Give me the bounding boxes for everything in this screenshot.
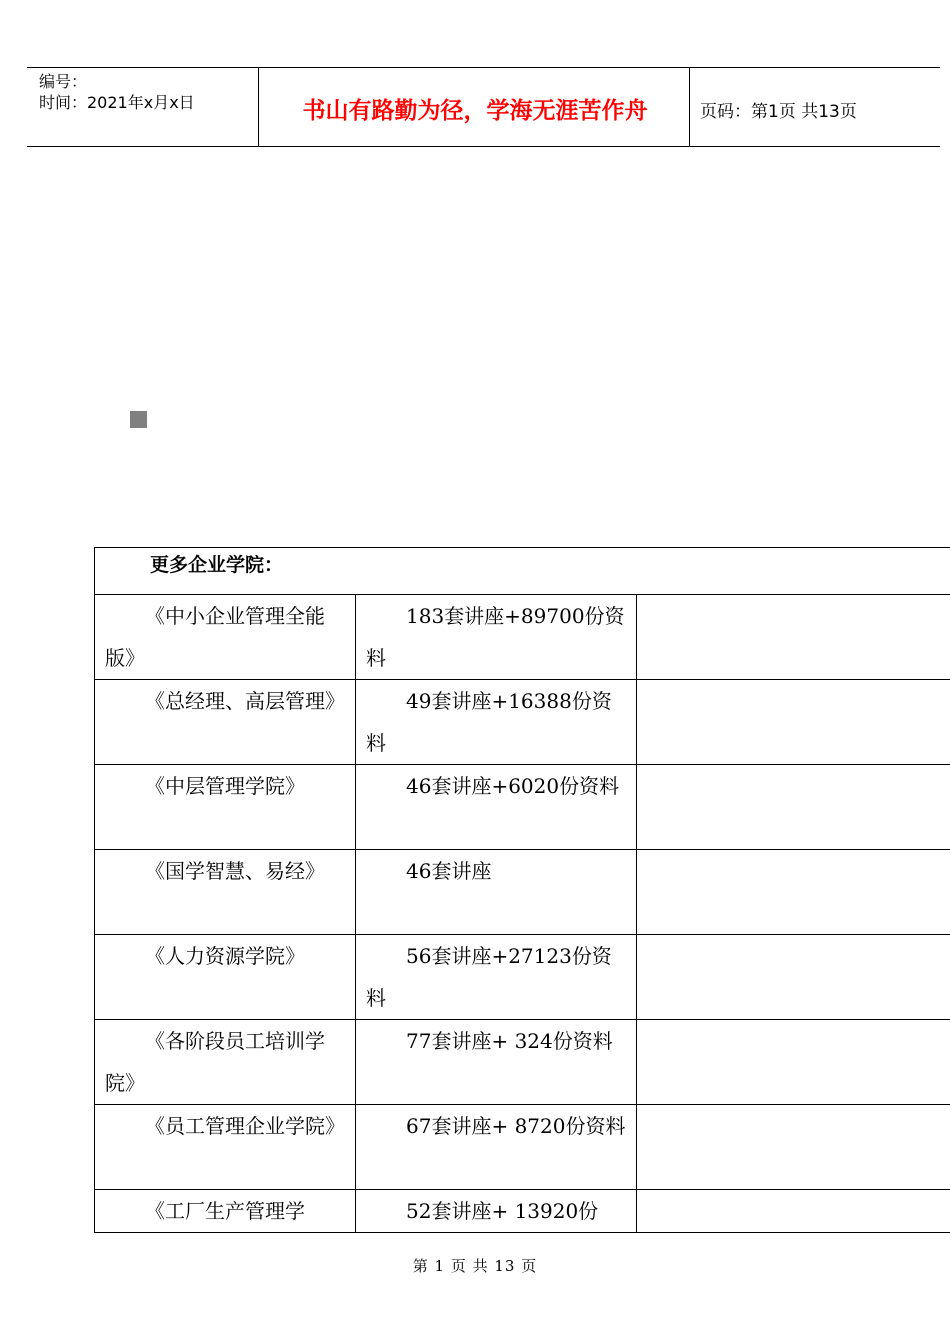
table-row [95,1190,950,1233]
course-detail-cell: 56套讲座+27123份资料 [356,935,637,1020]
course-name-cell: 《总经理、高层管理》 [95,680,356,765]
course-extra-cell [637,595,950,680]
course-extra-cell [637,680,950,765]
table-row [95,595,950,680]
course-extra-cell [637,935,950,1020]
header-meta [39,71,195,113]
course-name-cell: 《中小企业管理全能版》 [95,595,356,680]
table-row [95,850,950,935]
course-name-cell: 《工厂生产管理学 [95,1190,356,1233]
course-extra-cell [637,1190,950,1233]
course-extra-cell [637,1020,950,1105]
course-name-cell: 《员工管理企业学院》 [95,1105,356,1190]
table-row [95,1105,950,1190]
course-name-cell: 《各阶段员工培训学院》 [95,1020,356,1105]
header-page-info: 页码：第1页 共13页 [700,102,857,122]
table-heading: 更多企业学院： [95,548,950,595]
table-row [95,1020,950,1105]
course-extra-cell [637,765,950,850]
gray-square-icon [130,411,147,428]
course-name-cell: 《中层管理学院》 [95,765,356,850]
document-time-label: 时间：2021年x月x日 [39,93,195,112]
course-detail-cell: 183套讲座+89700份资料 [356,595,637,680]
table-row [95,765,950,850]
table-row [95,680,950,765]
page-footer: 第 1 页 共 13 页 [412,1257,538,1275]
course-detail-cell: 67套讲座+ 8720份资料 [356,1105,637,1190]
course-name-cell: 《人力资源学院》 [95,935,356,1020]
course-extra-cell [637,850,950,935]
table-heading-row [95,548,950,595]
course-detail-cell: 77套讲座+ 324份资料 [356,1020,637,1105]
course-detail-cell: 49套讲座+16388份资料 [356,680,637,765]
course-name-cell: 《国学智慧、易经》 [95,850,356,935]
course-detail-cell: 46套讲座 [356,850,637,935]
course-detail-cell: 52套讲座+ 13920份 [356,1190,637,1233]
course-detail-cell: 46套讲座+6020份资料 [356,765,637,850]
table-row [95,935,950,1020]
course-table [94,547,950,1233]
header-divider [258,68,259,146]
course-extra-cell [637,1105,950,1190]
document-number-label: 编号： [39,72,88,91]
header-motto: 书山有路勤为径，学海无涯苦作舟 [302,98,648,124]
page-header [27,67,940,147]
